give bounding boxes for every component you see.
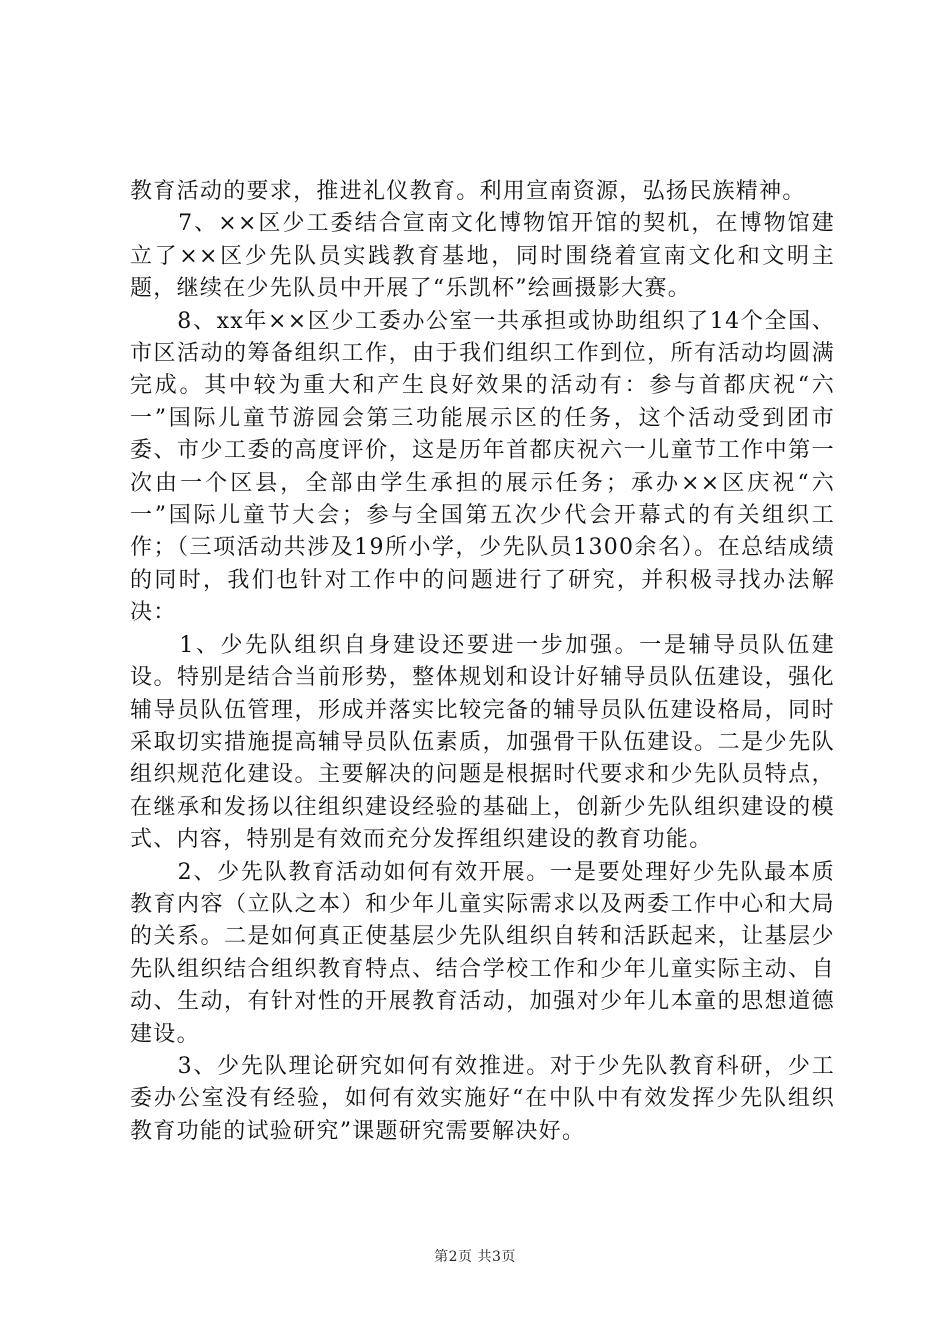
document-body <box>130 176 835 1148</box>
paragraph-item-7: 7、××区少工委结合宣南文化博物馆开馆的契机，在博物馆建立了××区少先队员实践教育基地，同时围绕着宣南文化和文明主题，继续在少先队员中开展了“乐凯杯”绘画摄影大赛。 <box>130 211 835 302</box>
paragraph-item-8: 8、xx年××区少工委办公室一共承担或协助组织了14个全国、市区活动的筹备组织工作，由于我们组织工作到位，所有活动均圆满完成。其中较为重大和产生良好效果的活动有：参与首都庆祝“六一”国际儿童节游园会第三功能展示区的任务，这个活动受到团市委、市少工委的高度评价，这是历年首都庆祝六一儿童节工作中第一次由一个区县，全部由学生承担的展示任务；承办××区庆祝“六一”国际儿童节大会；参与全国第五次少代会开幕式的有关组织工作；（三项活动共涉及19所小学，少先队员1300余名）。在总结成绩的同时，我们也针对工作中的问题进行了研究，并积极寻找办法解决： <box>130 308 835 626</box>
paragraph-issue-2: 2、少先队教育活动如何有效开展。一是要处理好少先队最本质教育内容（立队之本）和少年儿童实际需求以及两委工作中心和大局的关系。二是如何真正使基层少先队组织自转和活跃起来，让基层少先队组织结合组织教育特点、结合学校工作和少年儿童实际主动、自动、生动，有针对性的开展教育活动，加强对少年儿本童的思想道德建设。 <box>130 859 835 1047</box>
paragraph-issue-1: 1、少先队组织自身建设还要进一步加强。一是辅导员队伍建设。特别是结合当前形势，整体规划和设计好辅导员队伍建设，强化辅导员队伍管理，形成并落实比较完备的辅导员队伍建设格局，同时采取切实措施提高辅导员队伍素质，加强骨干队伍建设。二是少先队组织规范化建设。主要解决的问题是根据时代要求和少先队员特点，在继承和发扬以往组织建设经验的基础上，创新少先队组织建设的模式、内容，特别是有效而充分发挥组织建设的教育功能。 <box>130 632 835 853</box>
page-footer: 第2页 共3页 <box>434 1249 516 1265</box>
paragraph-issue-3: 3、少先队理论研究如何有效推进。对于少先队教育科研，少工委办公室没有经验，如何有效实施好“在中队中有效发挥少先队组织教育功能的试验研究”课题研究需要解决好。 <box>130 1053 835 1144</box>
paragraph-intro: 教育活动的要求，推进礼仪教育。利用宣南资源，弘扬民族精神。 <box>130 179 806 204</box>
